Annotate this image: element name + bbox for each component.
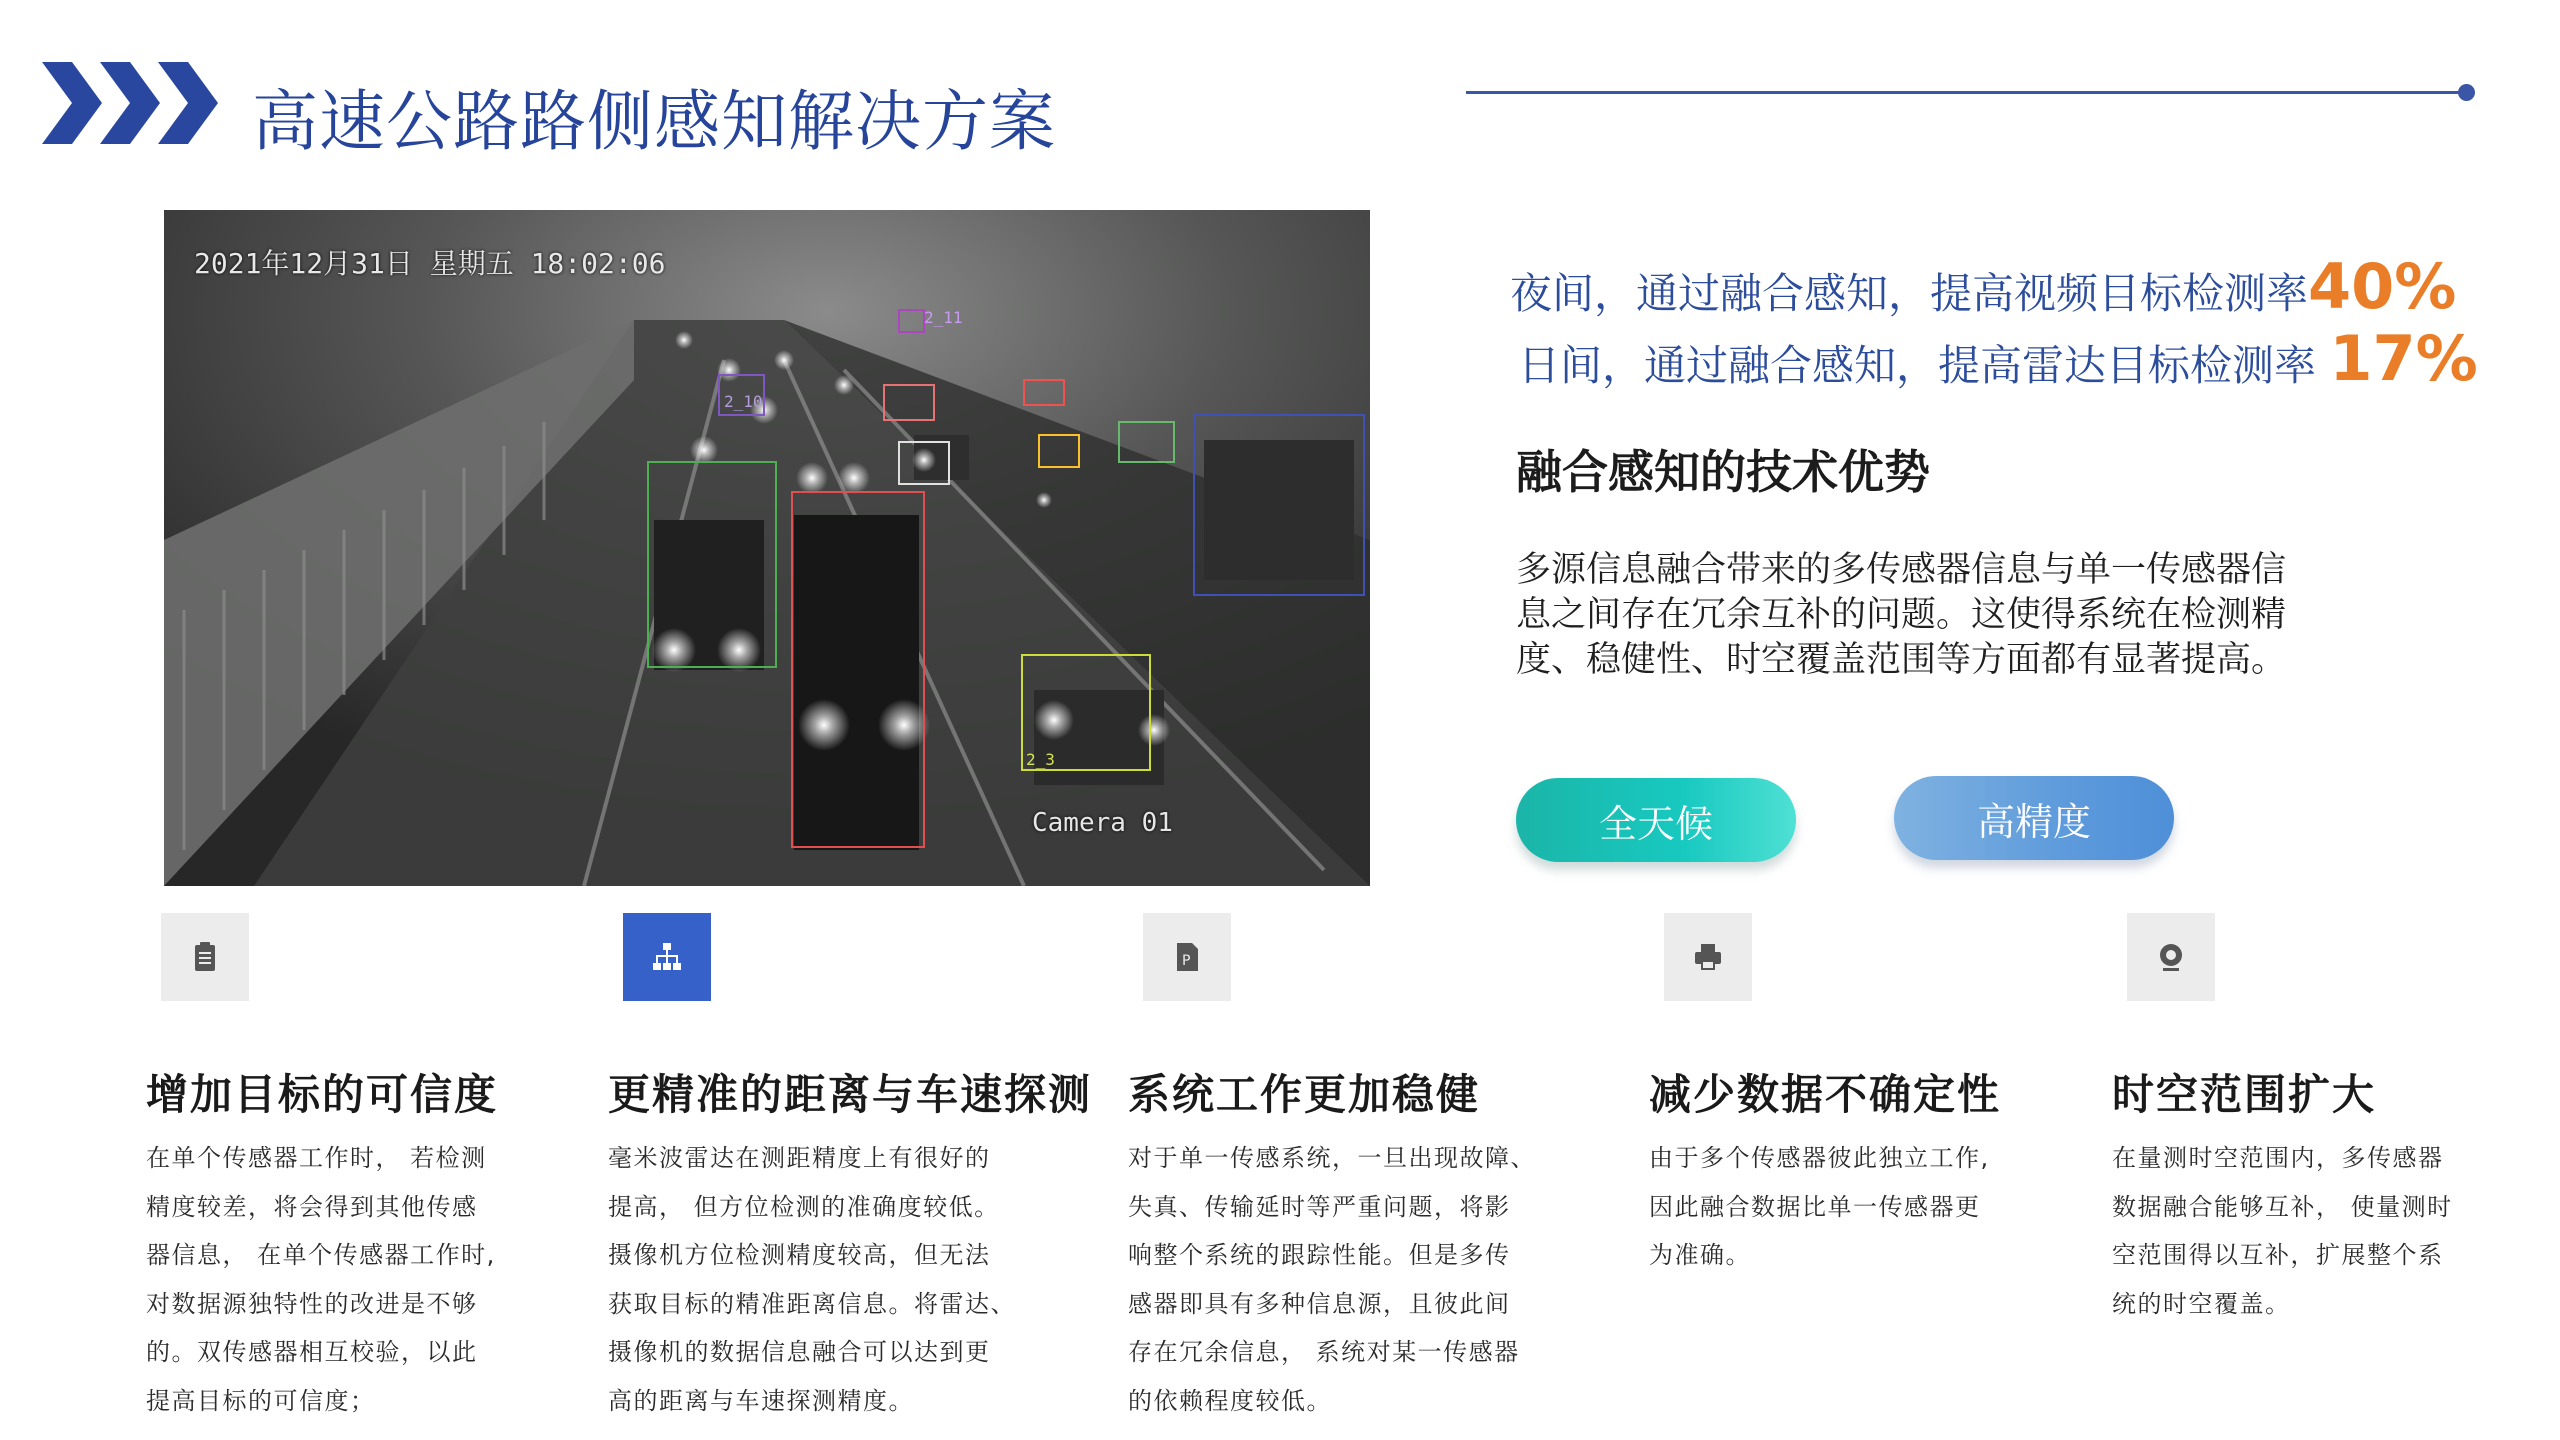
- feature-description: [608, 1134, 1016, 1425]
- detection-id: 2_3: [1026, 750, 1055, 769]
- printer-icon: [1664, 913, 1752, 1001]
- camera-label: Camera 01: [1032, 808, 1173, 838]
- clipboard-icon: [161, 913, 249, 1001]
- night-stat-value: 40%: [2308, 250, 2457, 323]
- document-p-icon: [1143, 913, 1231, 1001]
- high-precision-badge: 高精度: [1894, 776, 2174, 860]
- feature-line: 提高目标的可信度；: [146, 1386, 376, 1415]
- advantages-description: 多源信息融合带来的多传感器信息与单一传感器信息之间存在冗余互补的问题。这使得系统在检测精度、稳健性、时空覆盖范围等方面都有显著提高。: [1516, 550, 2287, 680]
- chevron-arrows-icon: [42, 62, 222, 144]
- day-detection-stat: [1518, 322, 2478, 395]
- camera-timestamp: 2021年12月31日 星期五 18:02:06: [194, 247, 666, 280]
- hierarchy-icon: [623, 913, 711, 1001]
- night-detection-stat: [1510, 250, 2456, 323]
- feature-line: 空范围得以互补，扩展整个系: [2112, 1241, 2444, 1269]
- feature-line: 的依赖程度较低。: [1128, 1386, 1332, 1415]
- detection-id: 2_11: [924, 308, 963, 327]
- feature-description: [146, 1134, 496, 1425]
- feature-line: 获取目标的精准距离信息。将雷达、: [608, 1289, 1016, 1318]
- feature-line: 存在冗余信息， 系统对某一传感器: [1128, 1338, 1520, 1366]
- feature-line: 毫米波雷达在测距精度上有很好的: [608, 1144, 991, 1172]
- feature-title: 减少数据不确定性: [1649, 1070, 2002, 1119]
- feature-line: 失真、传输延时等严重问题，将影: [1128, 1192, 1511, 1221]
- feature-title: 增加目标的可信度: [146, 1070, 499, 1119]
- feature-title: 系统工作更加稳健: [1128, 1070, 1481, 1119]
- feature-line: 对数据源独特性的改进是不够: [146, 1289, 478, 1318]
- day-stat-text: 日间，通过融合感知，提高雷达目标检测率: [1518, 341, 2330, 390]
- feature-title: 时空范围扩大: [2112, 1070, 2377, 1119]
- feature-line: 统的时空覆盖。: [2112, 1289, 2291, 1318]
- advantages-title: 融合感知的技术优势: [1516, 445, 1930, 499]
- feature-line: 响整个系统的跟踪性能。但是多传: [1128, 1241, 1511, 1269]
- feature-line: 器信息， 在单个传感器工作时,: [146, 1241, 496, 1269]
- feature-line: 因此融合数据比单一传感器更: [1649, 1192, 1981, 1221]
- day-stat-value: 17%: [2329, 322, 2478, 395]
- feature-description: [1128, 1134, 1536, 1425]
- feature-line: 的。双传感器相互校验，以此: [146, 1338, 478, 1366]
- camera-feed-image: [164, 210, 1370, 886]
- header-divider: [1466, 91, 2466, 94]
- all-weather-badge: 全天候: [1516, 778, 1796, 862]
- feature-line: 精度较差，将会得到其他传感: [146, 1192, 478, 1221]
- feature-line: 感器即具有多种信息源，且彼此间: [1128, 1289, 1511, 1318]
- webcam-icon: [2127, 913, 2215, 1001]
- detection-id: 2_10: [724, 392, 763, 411]
- feature-line: 摄像机方位检测精度较高，但无法: [608, 1241, 991, 1269]
- page-title: 高速公路路侧感知解决方案: [252, 83, 1056, 160]
- night-stat-text: 夜间，通过融合感知，提高视频目标检测率: [1510, 269, 2309, 318]
- feature-description: [2112, 1134, 2453, 1328]
- header-divider-dot: [2458, 84, 2475, 101]
- feature-line: 由于多个传感器彼此独立工作,: [1649, 1144, 1990, 1172]
- feature-title: 更精准的距离与车速探测: [608, 1070, 1093, 1119]
- feature-line: 对于单一传感系统，一旦出现故障、: [1128, 1144, 1536, 1172]
- feature-line: 摄像机的数据信息融合可以达到更: [608, 1338, 991, 1366]
- feature-line: 在量测时空范围内，多传感器: [2112, 1144, 2444, 1172]
- feature-line: 为准确。: [1649, 1241, 1751, 1269]
- feature-line: 在单个传感器工作时， 若检测: [146, 1144, 487, 1172]
- feature-line: 数据融合能够互补， 使量测时: [2112, 1192, 2453, 1221]
- svg-text:P: P: [1182, 953, 1191, 969]
- feature-line: 提高， 但方位检测的准确度较低。: [608, 1192, 1000, 1221]
- feature-line: 高的距离与车速探测精度。: [608, 1386, 914, 1415]
- feature-description: [1649, 1134, 1990, 1280]
